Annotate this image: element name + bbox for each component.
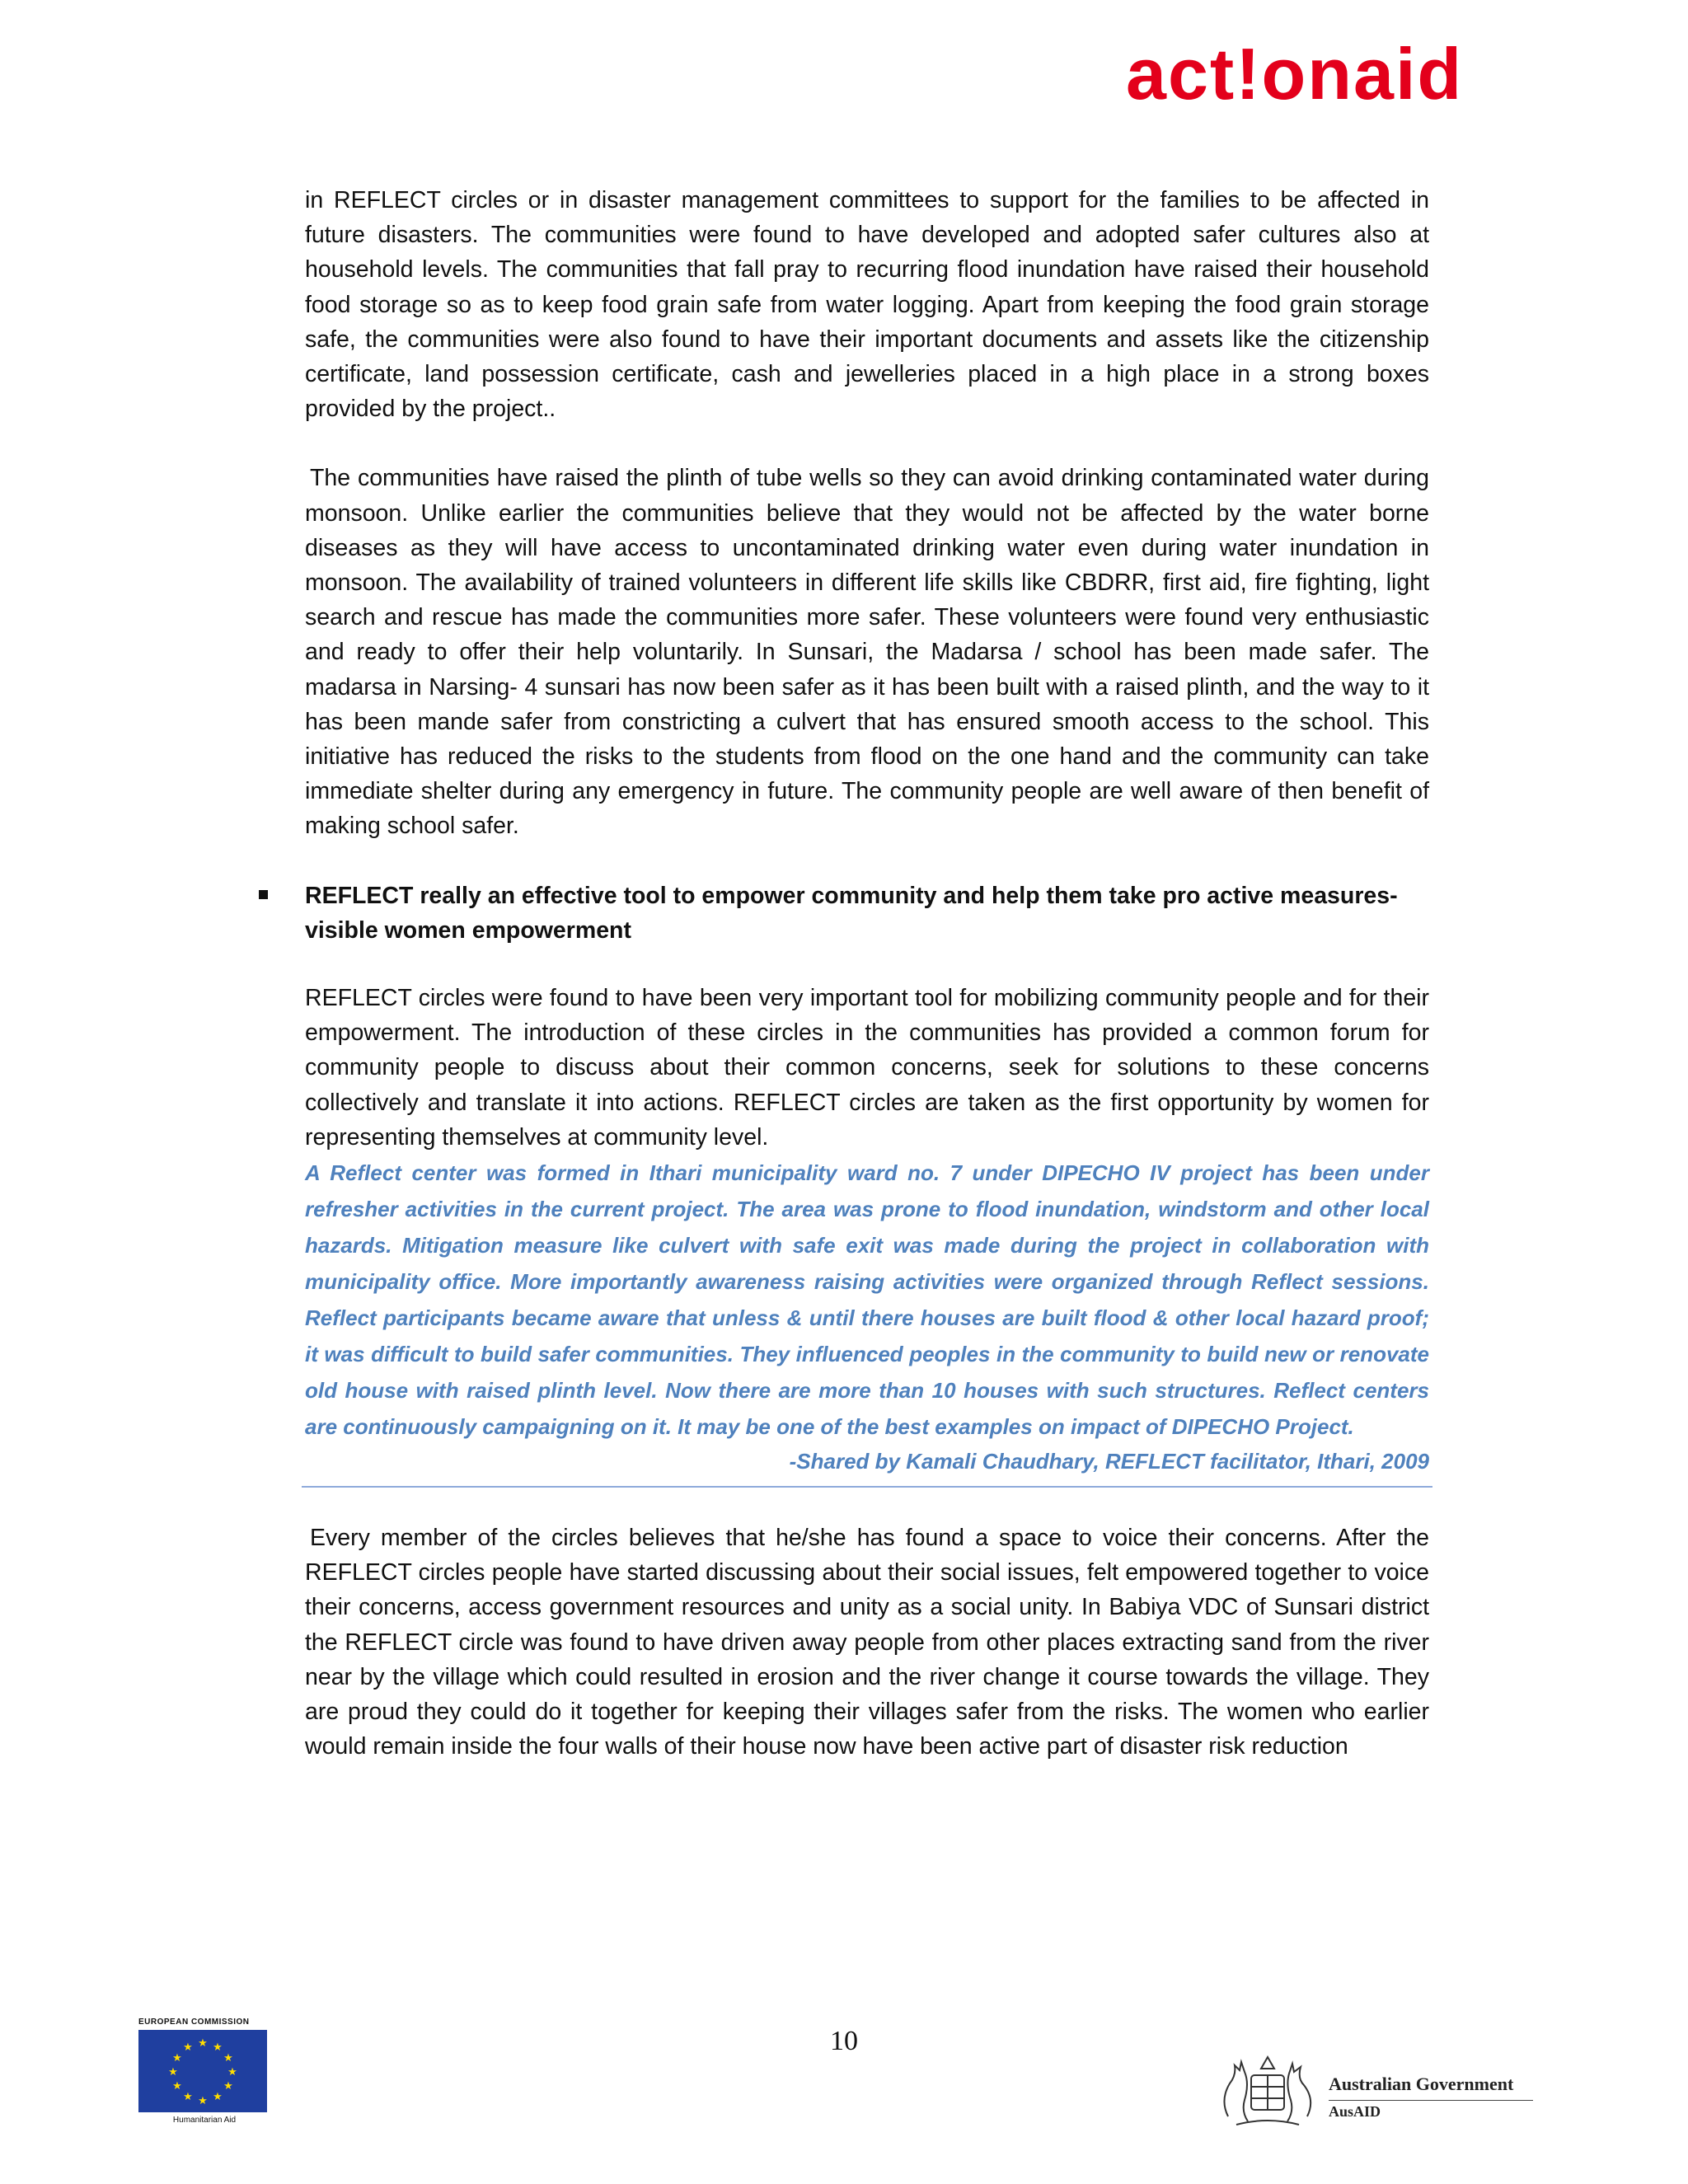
body-paragraph-4: Every member of the circles believes that he/she has found a space to voice their concerns. After the REFLECT circles people have started discussing about their social issues, felt empowered together to voice their concerns, access government resources and unity as a social unity. In Babiya VDC of Sunsari district the REFLECT circle was found to have driven away people from other places extracting sand from the river near by the village which could resulted in erosion and the river change it course towards the village. They are proud they could do it together for keeping their villages safer from the risks. The women who earlier would remain inside the four walls of their house now have been active part of disaster risk reduction <box>305 1525 1429 1760</box>
ausaid-label: AusAID <box>1329 2103 1381 2120</box>
svg-text:★: ★ <box>223 2052 233 2064</box>
australian-government-logo <box>1212 2050 1541 2133</box>
svg-text:★: ★ <box>213 2041 223 2054</box>
body-paragraph-1: in REFLECT circles or in disaster management committees to support for the families to be affected in future disasters. The communities were found to have developed and adopted safer cultures also at household levels. The communities that fall pray to recurring flood inundation have raised their household food storage so as to keep food grain safe from water logging. Apart from keeping the food grain storage safe, the communities were also found to have their important documents and assets like the citizenship certificate, land possession certificate, cash and jewelleries placed in a high place in a strong boxes provided by the project.. <box>305 187 1429 423</box>
section-heading: REFLECT really an effective tool to empower community and help them take pro active measures- visible women empowerment <box>305 882 1398 944</box>
coat-of-arms-icon <box>1212 2050 1324 2133</box>
ec-subtitle: Humanitarian Aid <box>172 2116 237 2125</box>
svg-text:★: ★ <box>198 2037 208 2050</box>
body-paragraph-3: REFLECT circles were found to have been very important tool for mobilizing community people and for their empowerment. The introduction of these circles in the communities has provided a common forum for community people to discuss about their common concerns, seek for solutions to these concerns collectively and translate it into actions. REFLECT circles are taken as the first opportunity by women for representing themselves at community level. <box>305 985 1429 1151</box>
page-content <box>305 183 1429 1765</box>
australian-government-label: Australian Government <box>1329 2074 1514 2094</box>
square-bullet-icon <box>259 890 268 899</box>
case-study-text: A Reflect center was formed in Ithari municipality ward no. 7 under DIPECHO IV project has been under refresher activities in the current project. The area was prone to flood inundation, windstorm and other local hazards. Mitigation measure like culvert with safe exit was made during the project in collaboration with municipality office. More importantly awareness raising activities were organized through Reflect sessions. Reflect participants became aware that unless & until there houses are built flood & other local hazard proof; it was difficult to build safer communities. They influenced peoples in the community to build new or renovate old house with raised plinth level. Now there are more than 10 houses with such structures. Reflect centers are continuously campaigning on it. It may be one of the best examples on impact of DIPECHO Project. <box>305 1160 1429 1440</box>
svg-text:★: ★ <box>172 2080 182 2093</box>
svg-text:★: ★ <box>183 2041 193 2054</box>
ausaid-divider <box>1329 2100 1533 2101</box>
eu-flag-icon <box>138 2030 267 2112</box>
actionaid-logo: act!onaid <box>1126 33 1464 115</box>
svg-text:★: ★ <box>223 2080 233 2093</box>
ec-title: EUROPEAN COMMISSION <box>138 2018 250 2027</box>
european-commission-logo <box>138 2018 270 2125</box>
case-study-divider <box>302 1486 1432 1488</box>
svg-text:★: ★ <box>183 2091 193 2103</box>
case-study-credit: -Shared by Kamali Chaudhary, REFLECT facilitator, Ithari, 2009 <box>789 1449 1429 1474</box>
svg-text:★: ★ <box>172 2052 182 2064</box>
page-number: 10 <box>830 2026 858 2056</box>
svg-text:★: ★ <box>227 2066 237 2079</box>
svg-text:★: ★ <box>198 2095 208 2107</box>
bullet-item <box>305 879 1429 948</box>
body-paragraph-2: The communities have raised the plinth of tube wells so they can avoid drinking contaminated water during monsoon. Unlike earlier the communities believe that they would not be affected by the water borne diseases as they will have access to uncontaminated drinking water even during water inundation in monsoon. The availability of trained volunteers in different life skills like CBDRR, first aid, fire fighting, light search and rescue has made the communities more safer. These volunteers were found very enthusiastic and ready to offer their help voluntarily. In Sunsari, the Madarsa / school has been made safer. The madarsa in Narsing- 4 sunsari has now been safer as it has been built with a raised plinth, and the way to it has been mande safer from constricting a culvert that has ensured smooth access to the school. This initiative has reduced the risks to the students from flood on the one hand and the community can take immediate shelter during any emergency in future. The community people are well aware of then benefit of making school safer. <box>305 465 1429 840</box>
svg-text:★: ★ <box>213 2091 223 2103</box>
svg-text:★: ★ <box>168 2066 178 2079</box>
